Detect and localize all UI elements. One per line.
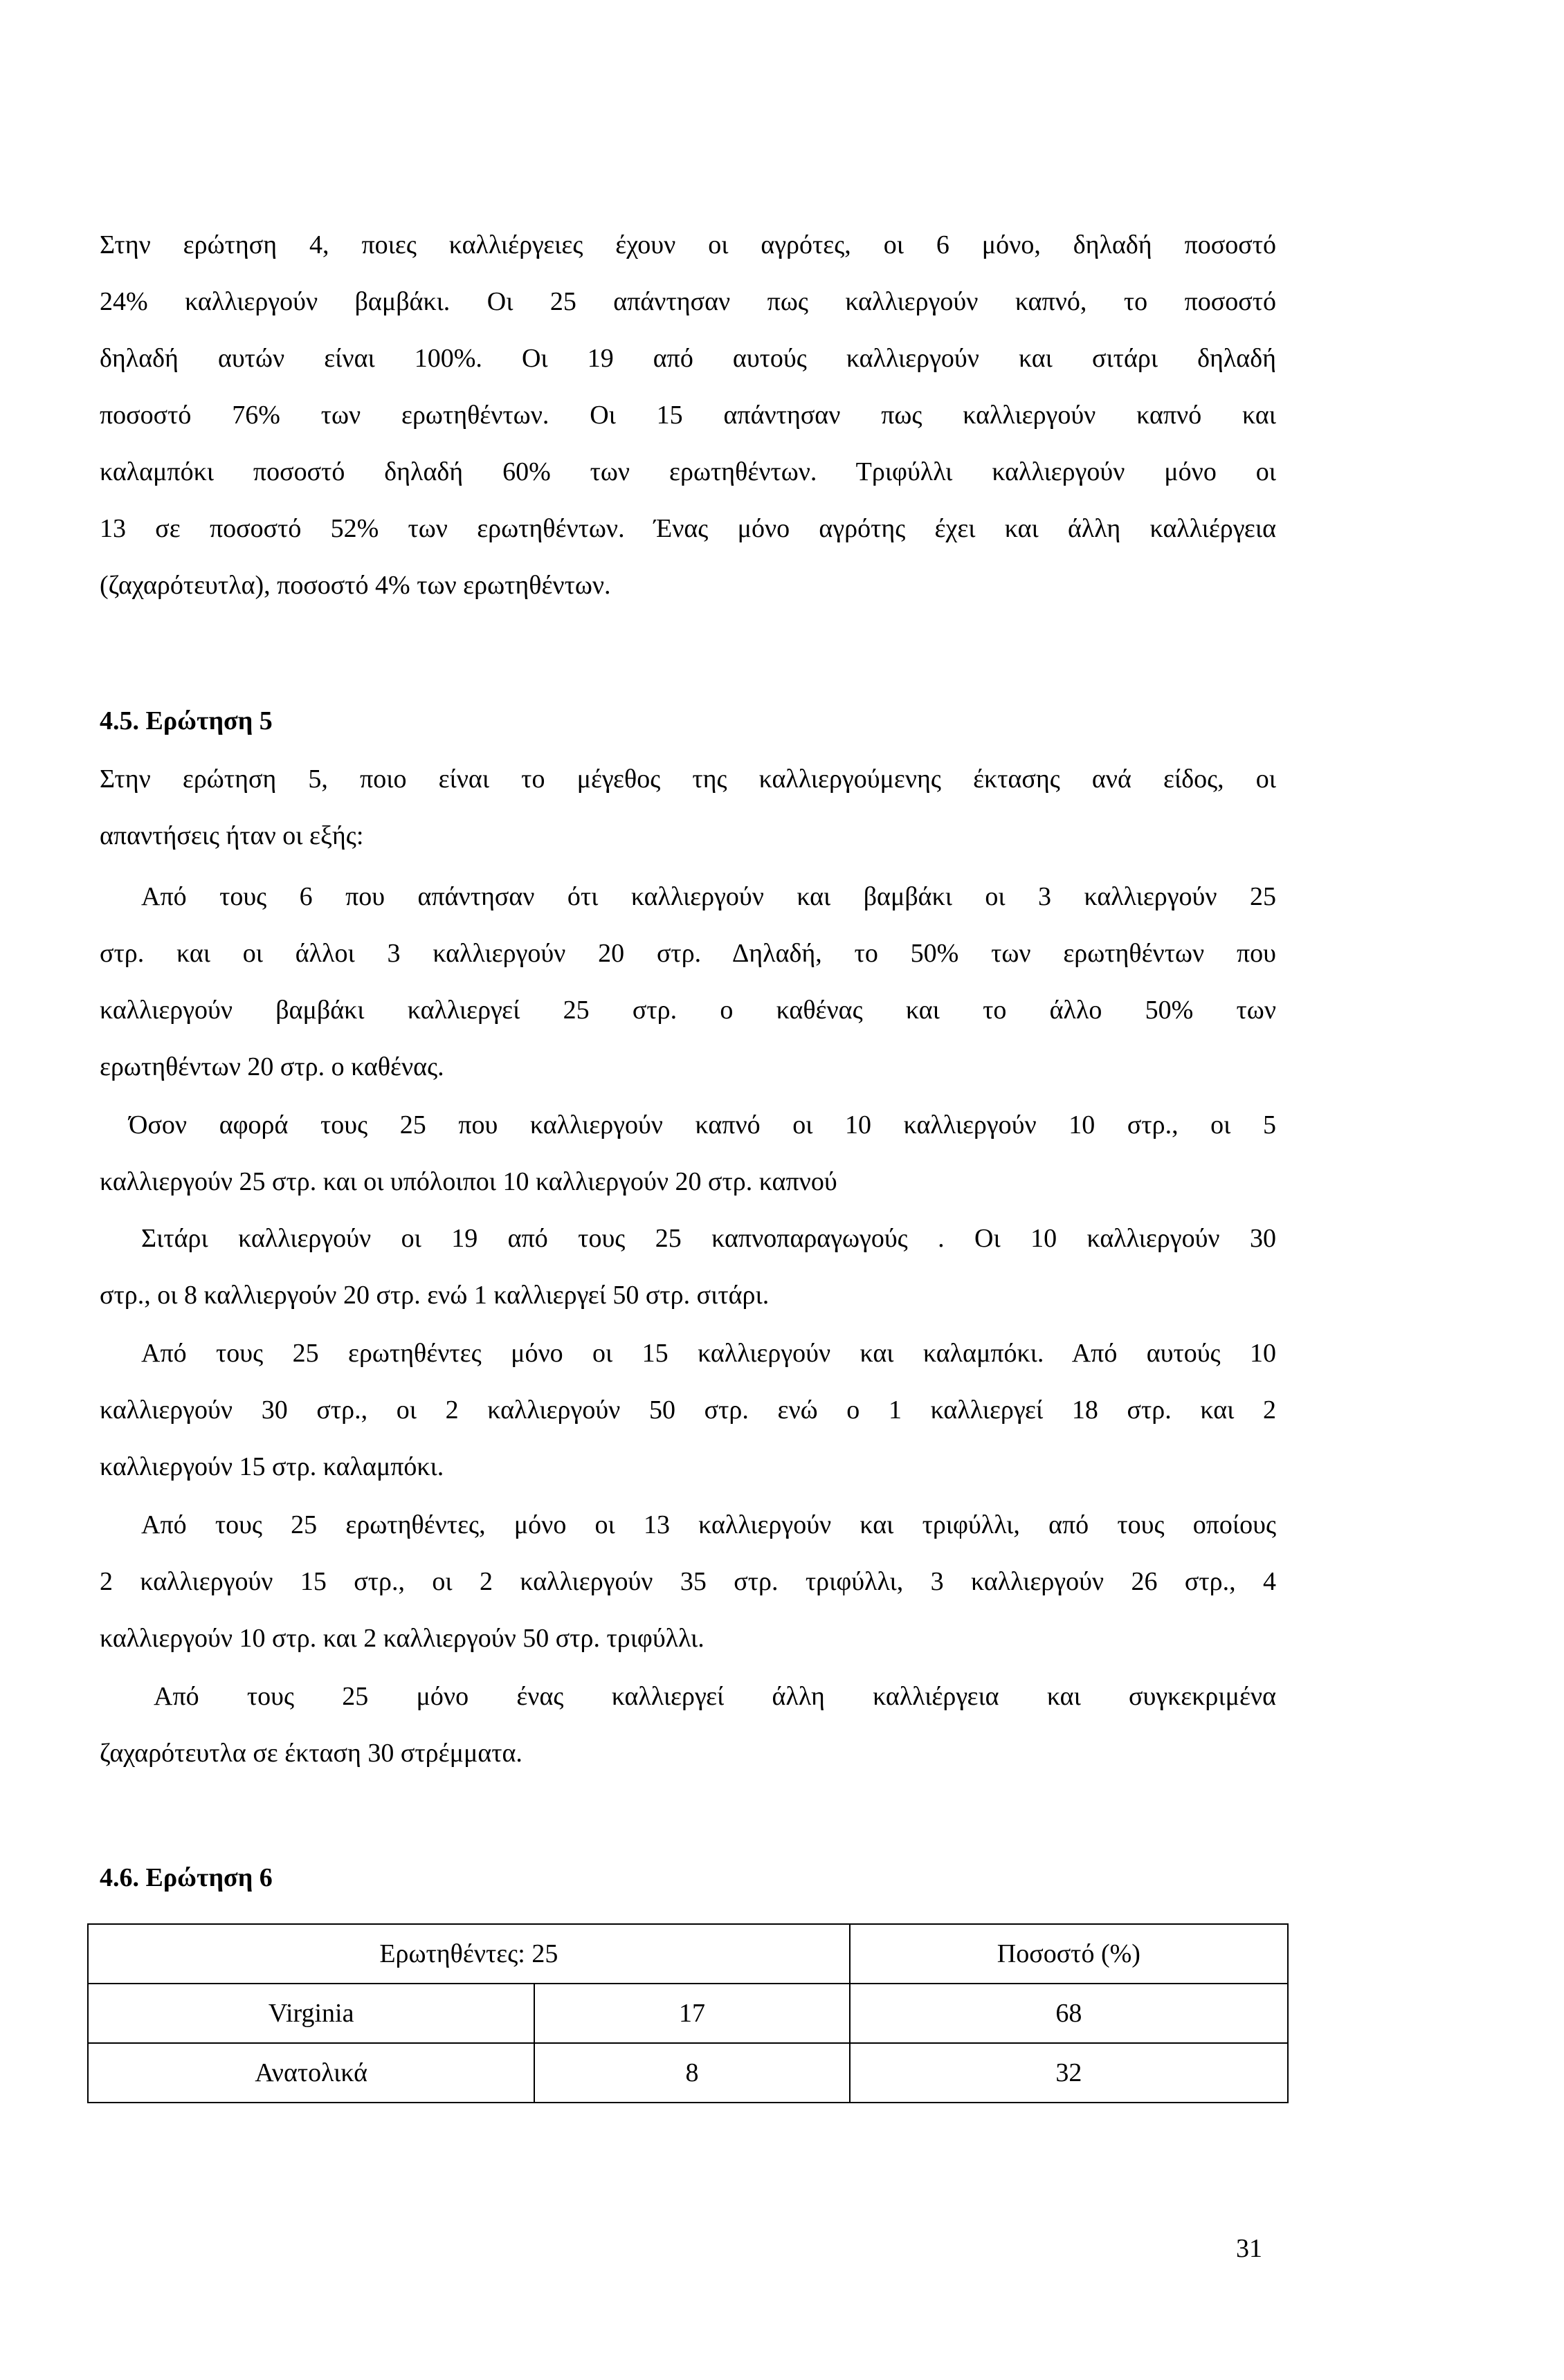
paragraph-line: καλλιεργούν βαμβάκι καλλιεργεί 25 στρ. ο καθένας και το άλλο 50% των <box>100 996 1276 1025</box>
paragraph-line: καλαμπόκι ποσοστό δηλαδή 60% των ερωτηθέντων. Τριφύλλι καλλιεργούν μόνο οι <box>100 457 1276 486</box>
paragraph-line: 2 καλλιεργούν 15 στρ., οι 2 καλλιεργούν 35 στρ. τριφύλλι, 3 καλλιεργούν 26 στρ., 4 <box>100 1567 1276 1596</box>
paragraph-line: στρ., οι 8 καλλιεργούν 20 στρ. ενώ 1 καλλιεργεί 50 στρ. σιτάρι. <box>100 1281 770 1310</box>
paragraph-line: Στην ερώτηση 5, ποιο είναι το μέγεθος της καλλιεργούμενης έκτασης ανά είδος, οι <box>100 765 1276 794</box>
table-cell: 8 <box>534 2043 849 2103</box>
paragraph-line: ποσοστό 76% των ερωτηθέντων. Οι 15 απάντησαν πως καλλιεργούν καπνό και <box>100 401 1276 430</box>
table-row <box>88 1984 1288 2043</box>
paragraph-line: καλλιεργούν 30 στρ., οι 2 καλλιεργούν 50 στρ. ενώ ο 1 καλλιεργεί 18 στρ. και 2 <box>100 1395 1276 1425</box>
paragraph-line: Όσον αφορά τους 25 που καλλιεργούν καπνό οι 10 καλλιεργούν 10 στρ., οι 5 <box>129 1110 1276 1139</box>
paragraph-line: Στην ερώτηση 4, ποιες καλλιέργειες έχουν οι αγρότες, οι 6 μόνο, δηλαδή ποσοστό <box>100 230 1276 259</box>
table-cell: Ανατολικά <box>88 2043 534 2103</box>
paragraph-line: ζαχαρότευτλα σε έκταση 30 στρέμματα. <box>100 1739 522 1768</box>
table-cell: 32 <box>850 2043 1288 2103</box>
paragraph-line: Από τους 25 ερωτηθέντες, μόνο οι 13 καλλιεργούν και τριφύλλι, από τους οποίους <box>141 1510 1276 1539</box>
paragraph-line: Σιτάρι καλλιεργούν οι 19 από τους 25 καπνοπαραγωγούς . Οι 10 καλλιεργούν 30 <box>141 1224 1276 1253</box>
paragraph-line: Από τους 25 μόνο ένας καλλιεργεί άλλη καλλιέργεια και συγκεκριμένα <box>154 1682 1276 1711</box>
table-cell: 68 <box>850 1984 1288 2043</box>
section-heading-4-6: 4.6. Ερώτηση 6 <box>100 1863 273 1892</box>
table-header-cell: Ερωτηθέντες: 25 <box>88 1924 850 1984</box>
page-number: 31 <box>1236 2234 1262 2263</box>
section-heading-4-5: 4.5. Ερώτηση 5 <box>100 706 273 735</box>
paragraph-line: στρ. και οι άλλοι 3 καλλιεργούν 20 στρ. Δηλαδή, το 50% των ερωτηθέντων που <box>100 939 1276 968</box>
table-header-row <box>88 1924 1288 1984</box>
table-cell: 17 <box>534 1984 849 2043</box>
paragraph-line: απαντήσεις ήταν οι εξής: <box>100 821 364 850</box>
paragraph-line: καλλιεργούν 25 στρ. και οι υπόλοιποι 10 καλλιεργούν 20 στρ. καπνού <box>100 1167 837 1196</box>
paragraph-line: καλλιεργούν 15 στρ. καλαμπόκι. <box>100 1452 444 1481</box>
paragraph-line: 24% καλλιεργούν βαμβάκι. Οι 25 απάντησαν πως καλλιεργούν καπνό, το ποσοστό <box>100 287 1276 316</box>
table-header-cell: Ποσοστό (%) <box>850 1924 1288 1984</box>
table-row <box>88 2043 1288 2103</box>
respondents-table <box>87 1923 1289 2103</box>
paragraph-line: καλλιεργούν 10 στρ. και 2 καλλιεργούν 50 στρ. τριφύλλι. <box>100 1624 704 1653</box>
paragraph-line: Από τους 25 ερωτηθέντες μόνο οι 15 καλλιεργούν και καλαμπόκι. Από αυτούς 10 <box>141 1339 1276 1368</box>
paragraph-line: δηλαδή αυτών είναι 100%. Οι 19 από αυτούς καλλιεργούν και σιτάρι δηλαδή <box>100 344 1276 373</box>
paragraph-line: 13 σε ποσοστό 52% των ερωτηθέντων. Ένας μόνο αγρότης έχει και άλλη καλλιέργεια <box>100 514 1276 543</box>
table-cell: Virginia <box>88 1984 534 2043</box>
paragraph-line: Από τους 6 που απάντησαν ότι καλλιεργούν και βαμβάκι οι 3 καλλιεργούν 25 <box>141 882 1276 911</box>
paragraph-line: ερωτηθέντων 20 στρ. ο καθένας. <box>100 1052 444 1081</box>
paragraph-line: (ζαχαρότευτλα), ποσοστό 4% των ερωτηθέντων. <box>100 571 611 600</box>
